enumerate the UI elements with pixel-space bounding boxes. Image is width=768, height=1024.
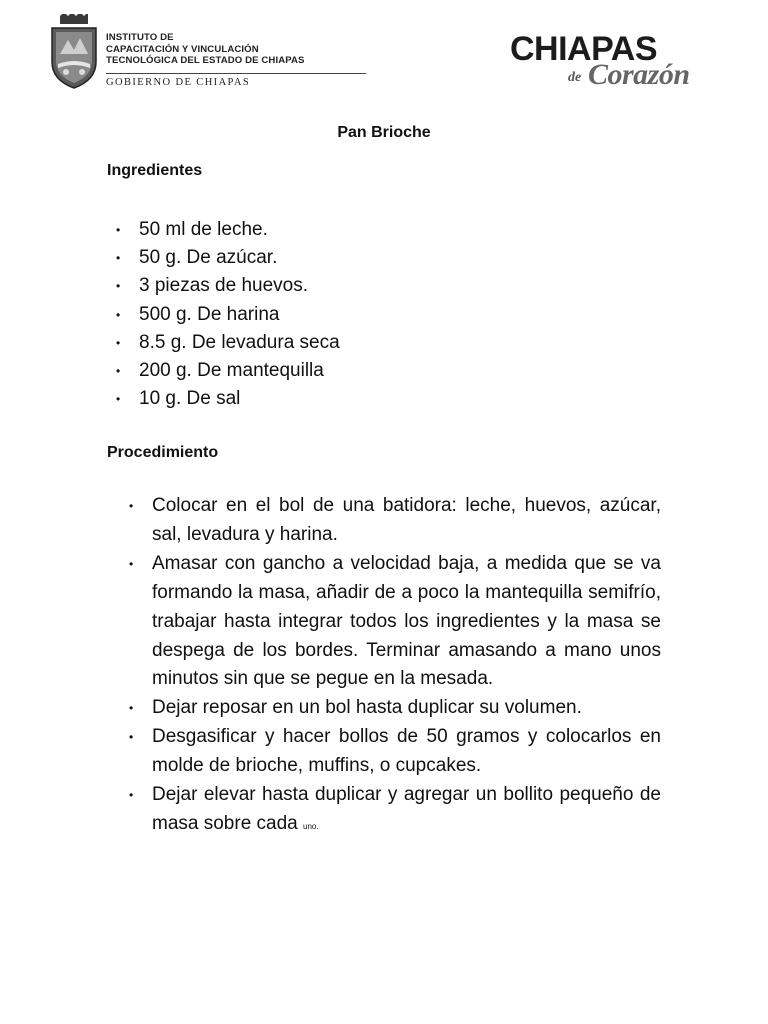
ingredient-text: 8.5 g. De levadura seca — [139, 331, 340, 353]
bullet-icon: • — [129, 556, 134, 571]
ingredient-text: 3 piezas de huevos. — [139, 275, 309, 297]
brand-corazon: Corazón — [588, 58, 690, 91]
procedure-step-text: Colocar en el bol de una batidora: leche, huevos, azúcar, sal, levadura y harina. — [152, 495, 661, 545]
list-item — [107, 301, 667, 329]
header-divider — [106, 73, 366, 74]
list-item — [121, 723, 661, 781]
procedure-step-text: Desgasificar y hacer bollos de 50 gramos y colocarlos en molde de brioche, muffins, o cupcakes. — [152, 726, 661, 777]
list-item — [107, 329, 667, 357]
bullet-icon: • — [116, 364, 121, 379]
list-item — [107, 272, 667, 300]
bullet-icon: • — [116, 279, 121, 294]
institution-line: INSTITUTO DE — [106, 32, 174, 43]
procedure-step-suffix: uno. — [303, 821, 319, 831]
institution-header — [50, 14, 320, 94]
procedure-heading: Procedimiento — [107, 444, 219, 461]
ingredients-list — [107, 216, 667, 413]
list-item — [107, 216, 667, 244]
bullet-icon: • — [116, 223, 121, 237]
government-name: GOBIERNO DE CHIAPAS — [106, 77, 251, 88]
procedure-step-text: Dejar reposar en un bol hasta duplicar su volumen. — [152, 697, 582, 719]
list-item — [107, 385, 667, 413]
list-item — [107, 244, 667, 272]
ingredient-text: 500 g. De harina — [139, 303, 280, 325]
bullet-icon: • — [129, 701, 134, 716]
ingredient-text: 50 g. De azúcar. — [139, 247, 278, 269]
coat-of-arms-seal — [50, 14, 98, 90]
ingredient-text: 10 g. De sal — [139, 388, 241, 410]
brand-wordmark: CHIAPAS — [510, 30, 657, 68]
ingredient-text: 200 g. De mantequilla — [139, 360, 324, 382]
institution-name — [106, 32, 366, 67]
ingredients-heading: Ingredientes — [107, 162, 203, 179]
procedure-step-text: Amasar con gancho a velocidad baja, a medida que se va formando la masa, añadir de a poco la mantequilla semifrío, trabajar hasta integrar todos los ingredientes y la masa se despega de los bordes. Terminar amasando a mano unos minutos sin que se pegue en la mesada. — [152, 552, 661, 690]
bullet-icon: • — [116, 335, 121, 350]
bullet-icon: • — [116, 307, 121, 322]
list-item — [121, 550, 661, 695]
institution-line: TECNOLÓGICA DEL ESTADO DE CHIAPAS — [106, 55, 305, 66]
bullet-icon: • — [129, 730, 134, 745]
institution-line: CAPACITACIÓN Y VINCULACIÓN — [106, 43, 259, 55]
bullet-icon: • — [116, 392, 121, 407]
brand-de: de — [568, 70, 582, 85]
bullet-icon: • — [129, 788, 134, 803]
procedure-step-text: Dejar elevar hasta duplicar y agregar un bollito pequeño de masa sobre cada — [152, 784, 661, 834]
list-item — [121, 492, 661, 550]
bullet-icon: • — [116, 251, 121, 266]
ingredient-text: 50 ml de leche. — [139, 219, 268, 240]
list-item — [121, 694, 661, 723]
recipe-title: Pan Brioche — [337, 124, 431, 141]
bullet-icon: • — [129, 499, 134, 513]
list-item — [107, 357, 667, 385]
procedure-list — [121, 492, 661, 842]
chiapas-brand-logo — [508, 30, 708, 94]
list-item — [121, 781, 661, 842]
